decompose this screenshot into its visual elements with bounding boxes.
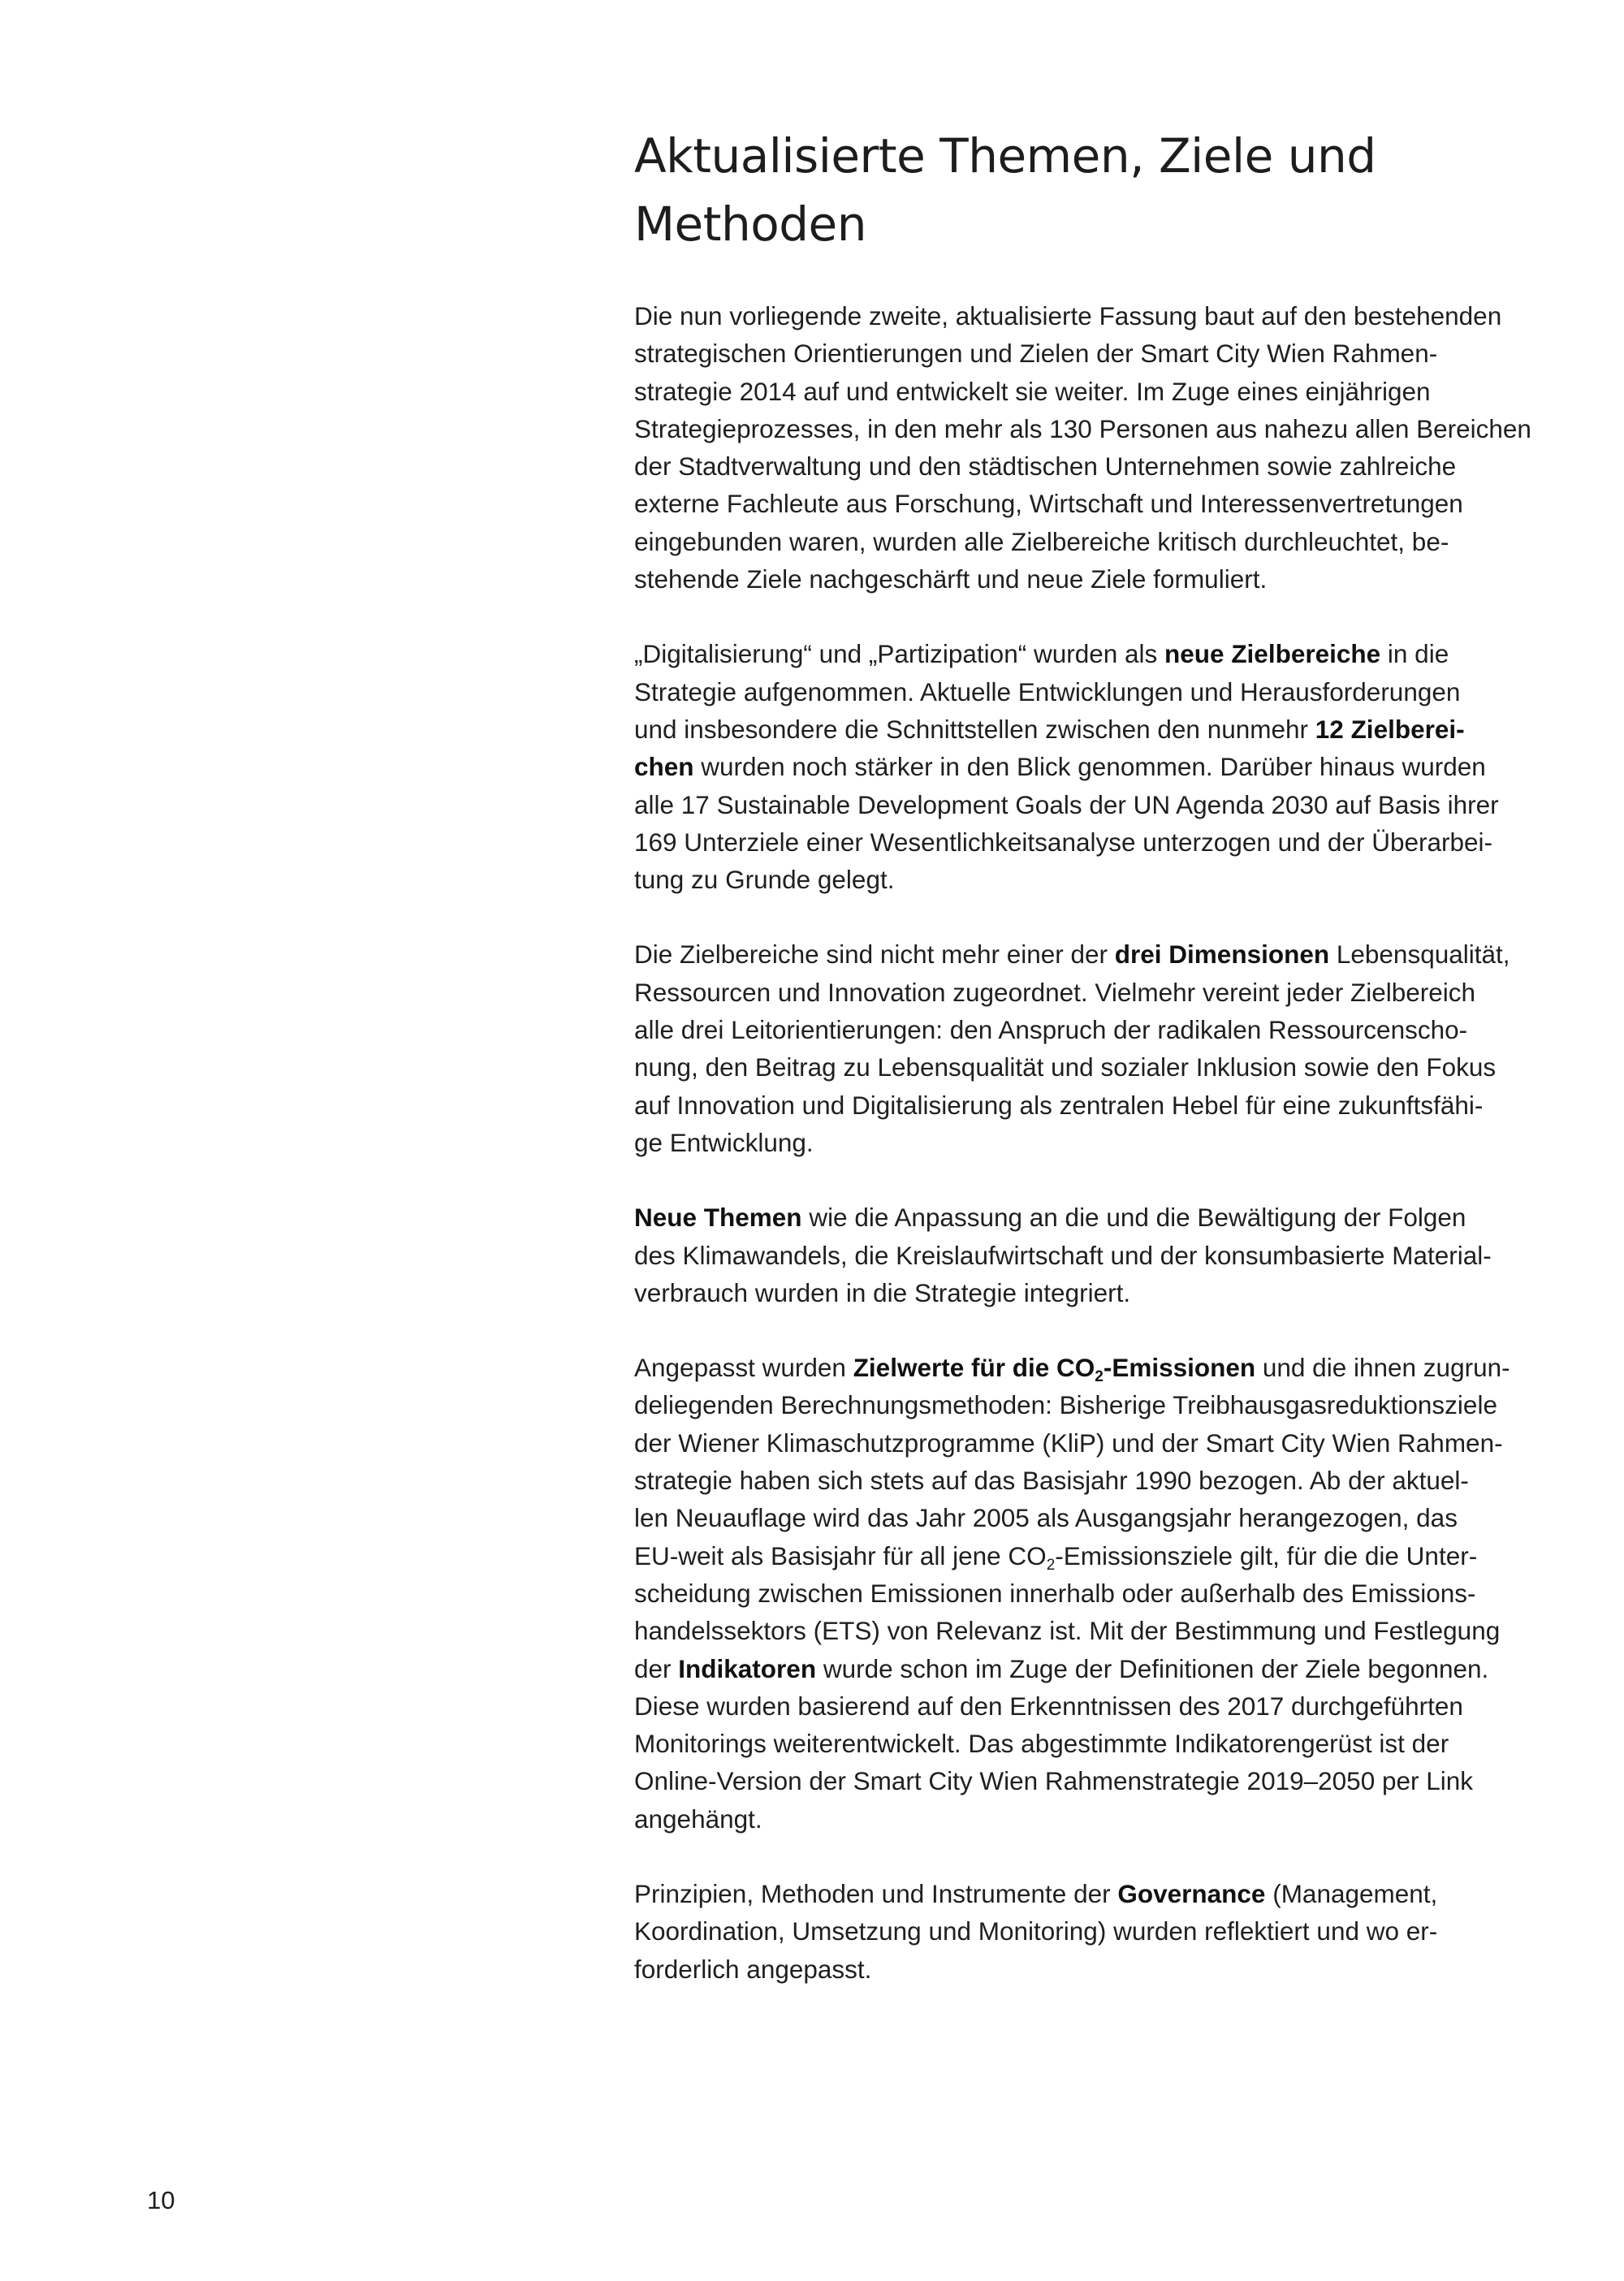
text-run: Monitorings weiterentwickelt. Das abgestimmte Indikatorengerüst ist der xyxy=(634,1729,1449,1759)
text-run: len Neuauflage wird das Jahr 2005 als Ausgangsjahr herangezogen, das xyxy=(634,1503,1458,1533)
text-run: und insbesondere die Schnittstellen zwischen den nunmehr xyxy=(634,714,1315,744)
text-run: Prinzipien, Methoden und Instrumente der xyxy=(634,1878,1118,1908)
paragraph-zielbereiche xyxy=(634,635,1576,898)
page-title-line-2: Methoden xyxy=(634,197,866,252)
text-run: Koordination, Umsetzung und Monitoring) wurden reflektiert und wo er- xyxy=(634,1916,1438,1946)
text-run: forderlich angepasst. xyxy=(634,1954,872,1984)
paragraph-fassung xyxy=(634,297,1576,598)
page-title-line-1: Aktualisierte Themen, Ziele und xyxy=(634,128,1376,184)
text-run: der Stadtverwaltung und den städtischen Unternehmen sowie zahlreiche xyxy=(634,451,1457,482)
text-run: nung, den Beitrag zu Lebensqualität und sozialer Inklusion sowie den Fokus xyxy=(634,1052,1497,1082)
text-run: wurde schon im Zuge der Definitionen der Ziele begonnen. xyxy=(816,1653,1489,1683)
text-run: ge Entwicklung. xyxy=(634,1127,814,1157)
text-run: 169 Unterziele einer Wesentlichkeitsanalyse unterzogen und der Überarbei- xyxy=(634,827,1493,857)
text-run: verbrauch wurden in die Strategie integriert. xyxy=(634,1277,1131,1307)
bold-text: Indikatoren xyxy=(678,1653,817,1683)
text-run: stehende Ziele nachgeschärft und neue Ziele formuliert. xyxy=(634,564,1268,594)
bold-text: chen xyxy=(634,752,694,782)
text-run: deliegenden Berechnungsmethoden: Bisherige Treibhausgasreduktionsziele xyxy=(634,1390,1497,1420)
text-run: externe Fachleute aus Forschung, Wirtschaft und Interessenvertretungen xyxy=(634,489,1463,519)
bold-text: Neue Themen xyxy=(634,1203,802,1233)
text-run: (Management, xyxy=(1265,1878,1438,1908)
text-run: strategie haben sich stets auf das Basisjahr 1990 bezogen. Ab der aktuel- xyxy=(634,1466,1469,1496)
page-number: 10 xyxy=(147,2186,175,2214)
text-run: strategie 2014 auf und entwickelt sie weiter. Im Zuge eines einjährigen xyxy=(634,376,1431,406)
text-run: wie die Anpassung an die und die Bewältigung der Folgen xyxy=(801,1203,1466,1233)
text-run: alle drei Leitorientierungen: den Anspruch der radikalen Ressourcenscho- xyxy=(634,1015,1468,1045)
text-run: Angepasst wurden xyxy=(634,1353,853,1383)
paragraph-governance xyxy=(634,1875,1576,1988)
text-run: Die Zielbereiche sind nicht mehr einer der xyxy=(634,940,1115,970)
paragraph-dimensionen xyxy=(634,935,1576,1161)
text-run: handelssektors (ETS) von Relevanz ist. Mit der Bestimmung und Festlegung xyxy=(634,1616,1501,1646)
text-run: in die xyxy=(1380,639,1449,669)
text-run: der Wiener Klimaschutzprogramme (KliP) und der Smart City Wien Rahmen- xyxy=(634,1428,1503,1458)
subscript-text: 2 xyxy=(1046,1556,1056,1574)
text-run: wurden noch stärker in den Blick genommen. Darüber hinaus wurden xyxy=(693,752,1486,782)
text-run: scheidung zwischen Emissionen innerhalb oder außerhalb des Emissions- xyxy=(634,1578,1476,1608)
bold-text: Governance xyxy=(1117,1878,1266,1908)
bold-text: drei Dimensionen xyxy=(1114,940,1330,970)
text-run: auf Innovation und Digitalisierung als zentralen Hebel für eine zukunftsfähi- xyxy=(634,1090,1484,1120)
paragraph-co2-zielwerte xyxy=(634,1349,1576,1838)
text-run: Lebensqualität, xyxy=(1329,940,1510,970)
subscript-text xyxy=(1095,1368,1104,1385)
bold-text: 12 Zielberei- xyxy=(1315,714,1465,744)
text-run: Diese wurden basierend auf den Erkenntnissen des 2017 durchgeführten xyxy=(634,1691,1463,1721)
bold-subscript-text: 2 xyxy=(1095,1368,1104,1386)
bold-text: Zielwerte für die CO xyxy=(853,1353,1095,1383)
text-run: alle 17 Sustainable Development Goals der UN Agenda 2030 auf Basis ihrer xyxy=(634,789,1499,819)
paragraph-neue-themen xyxy=(634,1199,1576,1311)
text-run: „Digitalisierung“ und „Partizipation“ wurden als xyxy=(634,639,1165,669)
text-run: des Klimawandels, die Kreislaufwirtschaft und der konsumbasierte Material- xyxy=(634,1240,1492,1270)
text-run: Strategie aufgenommen. Aktuelle Entwicklungen und Herausforderungen xyxy=(634,676,1461,706)
page-title xyxy=(634,122,1527,258)
text-run: Online-Version der Smart City Wien Rahmenstrategie 2019–2050 per Link xyxy=(634,1766,1474,1796)
text-run: EU-weit als Basisjahr für all jene CO xyxy=(634,1540,1047,1570)
text-run: der xyxy=(634,1653,679,1683)
text-run: Ressourcen und Innovation zugeordnet. Vielmehr vereint jeder Zielbereich xyxy=(634,977,1476,1007)
text-run: angehängt. xyxy=(634,1804,762,1834)
body-text xyxy=(634,297,1576,2025)
text-run: tung zu Grunde gelegt. xyxy=(634,865,895,895)
text-run: eingebunden waren, wurden alle Zielbereiche kritisch durchleuchtet, be- xyxy=(634,526,1449,556)
text-run: und die ihnen zugrun- xyxy=(1255,1353,1510,1383)
bold-text: -Emissionen xyxy=(1103,1353,1256,1383)
bold-text: neue Zielbereiche xyxy=(1164,639,1381,669)
text-run: Die nun vorliegende zweite, aktualisierte Fassung baut auf den bestehenden xyxy=(634,301,1502,330)
text-run: strategischen Orientierungen und Zielen der Smart City Wien Rahmen- xyxy=(634,339,1438,369)
text-run: -Emissionsziele gilt, für die die Unter- xyxy=(1055,1540,1478,1570)
text-run: Strategieprozesses, in den mehr als 130 Personen aus nahezu allen Bereichen xyxy=(634,413,1531,443)
